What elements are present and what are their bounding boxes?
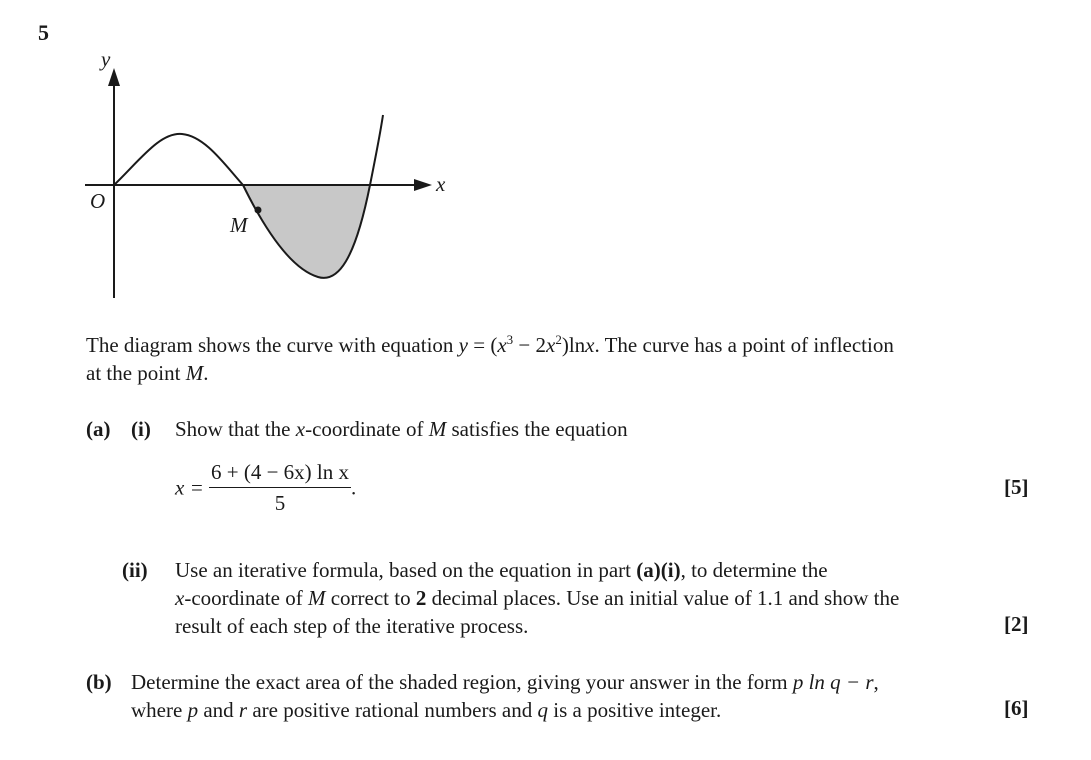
question-text: Determine the exact area of the shaded region, giving your answer in the form <box>131 670 793 694</box>
marks-b: [6] <box>1004 696 1029 720</box>
equation-lhs: x = <box>175 475 204 500</box>
intro-line-1: The diagram shows the curve with equation $y = (x^3 - 2x^2)\ln x$. The curve has a point of inflection <box>86 332 894 357</box>
question-text: satisfies the equation <box>446 417 628 441</box>
part-a-i-label: (i) <box>131 417 151 441</box>
equation-part: = ( <box>467 333 498 357</box>
part-a-ii-line-2 <box>175 584 899 612</box>
fraction-denominator: 5 <box>274 491 286 515</box>
question-text: Use an iterative formula, based on the equation in part <box>175 558 637 582</box>
question-text: decimal places. Use an initial value of 1.1 and show the <box>426 586 900 610</box>
question-text: where <box>131 698 188 722</box>
question-text: , <box>873 670 879 694</box>
intro-text: The diagram shows the curve with equation <box>86 333 459 357</box>
equation-x: x <box>546 333 556 357</box>
equation-x: x <box>585 333 595 357</box>
x-axis-label: x <box>436 172 446 196</box>
question-text: correct to <box>325 586 416 610</box>
equation-period: . <box>351 475 357 500</box>
part-a-label: (a) <box>86 417 111 441</box>
marks-a-i: [5] <box>1004 475 1029 499</box>
question-text: are positive rational numbers and <box>247 698 538 722</box>
curve-diagram <box>70 40 470 310</box>
y-axis-label: y <box>101 47 111 71</box>
part-a-ii-line-3: result of each step of the iterative process. <box>175 614 529 638</box>
var-p: p <box>187 698 199 722</box>
equation-x: x <box>497 333 507 357</box>
fraction-numerator: 6 + (4 − 6x) ln x <box>209 458 351 488</box>
intro-line-2 <box>86 359 208 387</box>
question-text: is a positive integer. <box>548 698 722 722</box>
var-q: q <box>537 698 548 722</box>
answer-form: p ln q − r <box>792 670 874 694</box>
shaded-region <box>243 185 370 278</box>
question-number: 5 <box>38 20 49 45</box>
equation-part: − 2 <box>513 333 546 357</box>
marks-a-ii: [2] <box>1004 612 1029 636</box>
var-m: M <box>307 586 326 610</box>
iteration-equation <box>175 458 356 517</box>
part-b-label: (b) <box>86 670 112 694</box>
part-reference: (a)(i) <box>636 558 681 582</box>
var-x: x <box>175 586 185 610</box>
decimal-places: 2 <box>415 586 427 610</box>
part-a-ii-line-1 <box>175 556 828 584</box>
point-m-ref: M <box>185 361 204 385</box>
intro-text: . The curve has a point of inflection <box>594 333 894 357</box>
intro-text: at the point <box>86 361 186 385</box>
question-text: and <box>198 698 239 722</box>
origin-label: O <box>90 189 106 213</box>
question-text: -coordinate of <box>184 586 308 610</box>
part-b-line-2 <box>131 696 721 724</box>
equation-y: y <box>458 333 468 357</box>
point-m-dot <box>255 207 262 214</box>
var-m: M <box>428 417 447 441</box>
question-text: Show that the <box>175 417 296 441</box>
point-m-label: M <box>230 213 248 237</box>
var-x: x <box>295 417 306 441</box>
var-r: r <box>238 698 248 722</box>
intro-text: . <box>203 361 209 385</box>
part-b-line-1 <box>131 668 879 696</box>
x-axis-arrow <box>414 179 432 191</box>
part-a-i-text <box>175 415 628 443</box>
part-a-ii-label: (ii) <box>122 558 148 582</box>
question-text: , to determine the <box>680 558 828 582</box>
question-text: -coordinate of <box>305 417 429 441</box>
equation-part: )ln <box>561 333 586 357</box>
equation-fraction <box>209 458 351 517</box>
